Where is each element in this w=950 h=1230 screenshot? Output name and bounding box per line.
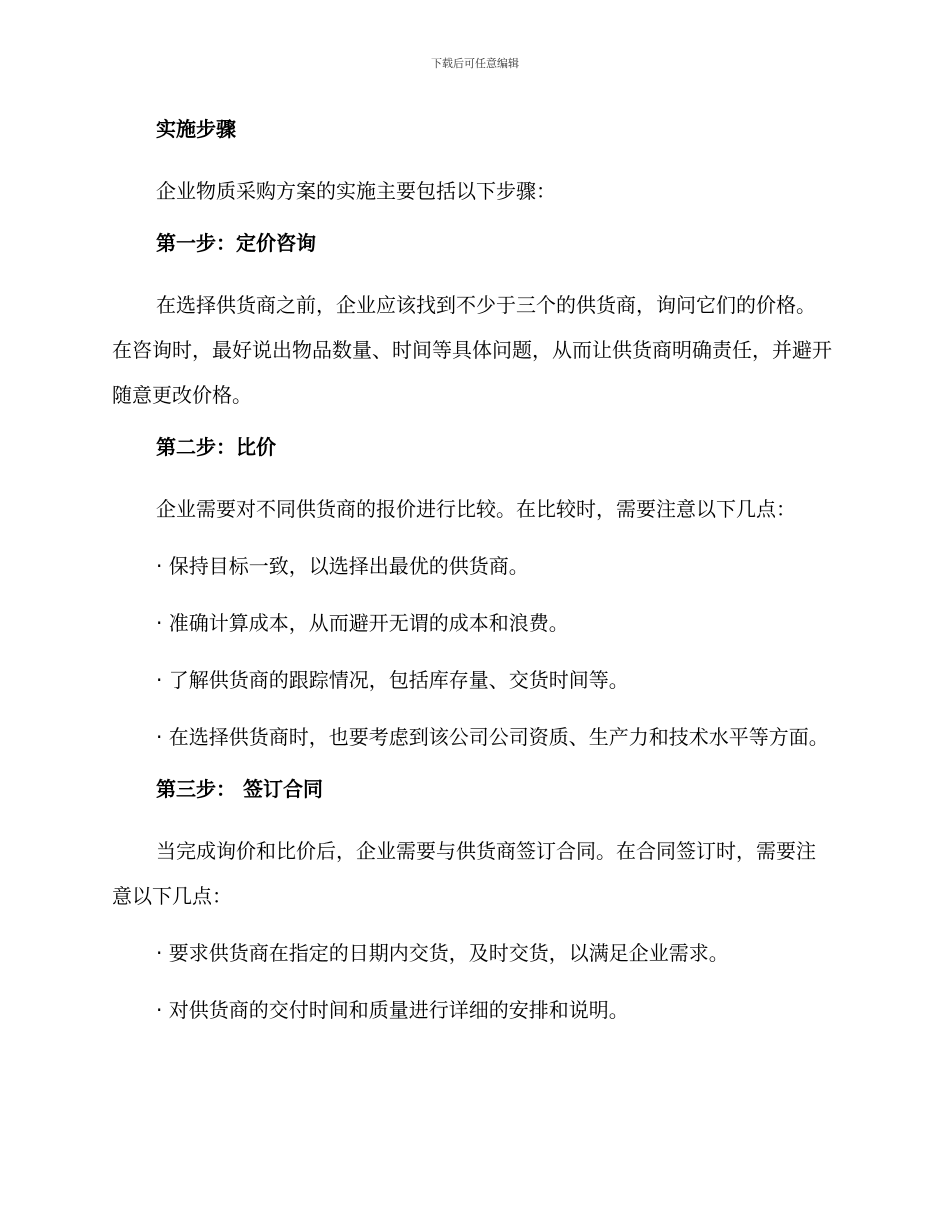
step3-bullet: · 要求供货商在指定的日期内交货，及时交货，以满足企业需求。	[156, 941, 729, 965]
step2-bullet: · 保持目标一致，以选择出最优的供货商。	[156, 554, 529, 578]
step1-paragraph: 在选择供货商之前，企业应该找到不少于三个的供货商，询问它们的价格。在咨询时，最好说出物品数量、时间等具体问题，从而让供货商明确责任，并避开随意更改价格。	[112, 293, 832, 407]
section-title: 实施步骤	[156, 117, 236, 141]
intro-paragraph: 企业物质采购方案的实施主要包括以下步骤：	[156, 179, 556, 203]
step3-paragraph: 当完成询价和比价后，企业需要与供货商签订合同。在合同签订时，需要注意以下几点：	[112, 839, 816, 908]
step1-heading: 第一步：定价咨询	[156, 231, 316, 255]
step2-paragraph: 企业需要对不同供货商的报价进行比较。在比较时，需要注意以下几点：	[156, 497, 796, 521]
step2-bullet: · 在选择供货商时，也要考虑到该公司公司资质、生产力和技术水平等方面。	[156, 725, 829, 749]
document-body	[112, 112, 832, 1045]
step2-bullet: · 了解供货商的跟踪情况，包括库存量、交货时间等。	[156, 668, 629, 692]
step2-bullet: · 准确计算成本，从而避开无谓的成本和浪费。	[156, 611, 569, 635]
step3-bullet: · 对供货商的交付时间和质量进行详细的安排和说明。	[156, 998, 629, 1022]
page-header: 下载后可任意编辑	[431, 57, 519, 70]
step2-heading: 第二步：比价	[156, 435, 276, 459]
step3-heading: 第三步： 签订合同	[156, 777, 323, 801]
